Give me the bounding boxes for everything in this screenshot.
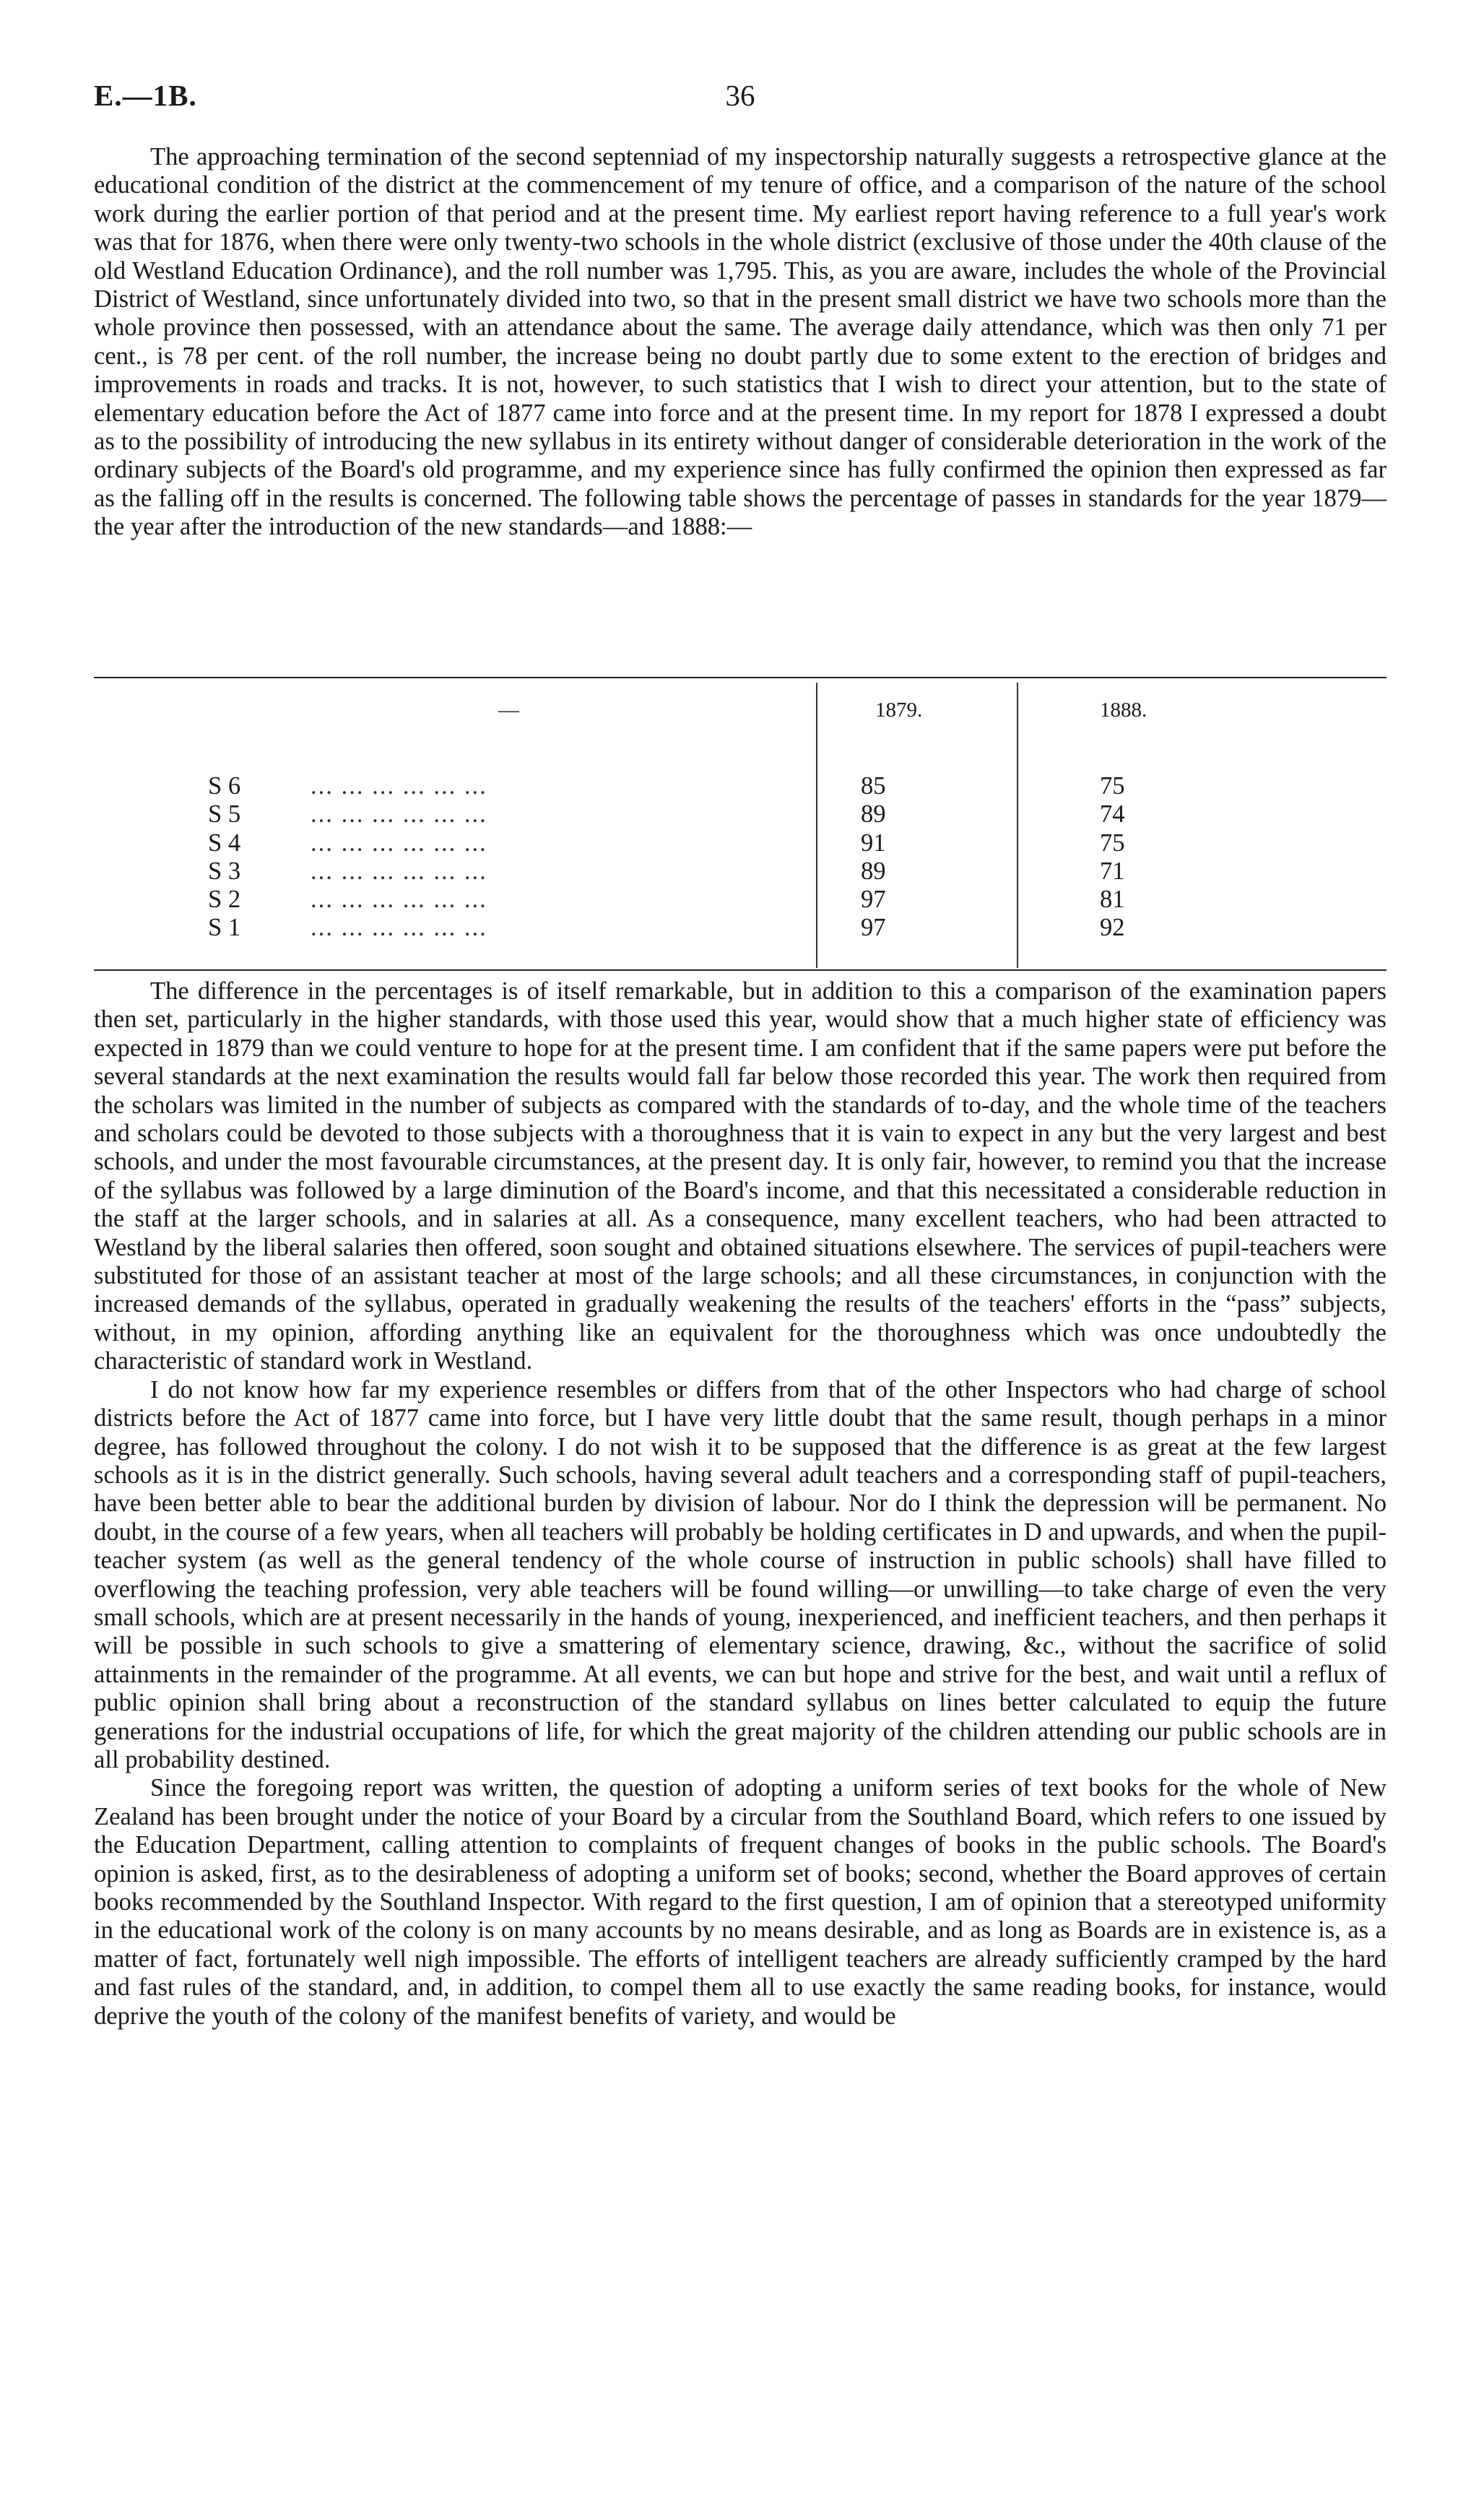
intro-text [94, 143, 1387, 542]
value-1879: 89 [861, 800, 886, 829]
paragraph: I do not know how far my experience resembles or differs from that of the other Inspectors who had charge of school districts before the Act of 1877 came into force, but I have very little doubt that the same result, though perhaps in a minor degree, has followed throughout the colony. I do not wish it to be supposed that the difference is as great at the few largest schools as it is in the district generally. Such schools, having several adult teachers and a corresponding staff of pupil-teachers, have been better able to bear the additional burden by division of labour. Nor do I think the depression will be permanent. No doubt, in the course of a few years, when all teachers will probably be holding certificates in D and upwards, and when the pupil-teacher system (as well as the general tendency of the whole course of instruction in public schools) shall have filled to overflowing the teaching profession, very able teachers will be found willing—or unwilling—to take charge of even the very small schools, which are at present necessarily in the hands of young, inexperienced, and inefficient teachers, and then perhaps it will be possible in such schools to give a smattering of elementary science, drawing, &c., without the sacrifice of solid attainments in the remainder of the programme. At all events, we can but hope and strive for the best, and wait until a reflux of public opinion shall bring about a reconstruction of the standard syllabus on lines better calculated to equip the future generations for the industrial occupations of life, for which the great majority of the children attending our public schools are in all probability destined. [94, 1375, 1387, 1773]
value-1888: 75 [1100, 829, 1125, 857]
standard-label: S 4 [208, 829, 241, 857]
column-header-1888: 1888. [1100, 699, 1147, 722]
paragraph: The difference in the percentages is of itself remarkable, but in addition to this a comparison of the examination papers then set, particularly in the higher standards, with those used this year, would show that a much higher state of efficiency was expected in 1879 than we could venture to hope for at the present time. I am confident that if the same papers were put before the several standards at the next examination the results would fall far below those recorded this year. The work then required from the scholars was limited in the number of subjects as compared with the standards of to-day, and the whole time of the teachers and scholars could be devoted to those subjects with a thoroughness that it is vain to expect in any but the very largest and best schools, and under the most favourable circumstances, at the present day. It is only fair, however, to remind you that the increase of the syllabus was followed by a large diminution of the Board's income, and that this necessitated a considerable reduction in the staff at the larger schools, and in salaries at all. As a consequence, many excellent teachers, who had been attracted to Westland by the liberal salaries then offered, soon sought and obtained situations elsewhere. The services of pupil-teachers were substituted for those of an assistant teacher at most of the large schools; and all these circumstances, in conjunction with the increased demands of the syllabus, operated in gradually weakening the results of the teachers' efforts in the “pass” subjects, without, in my opinion, affording anything like an equivalent for the thoroughness which was once undoubtedly the characteristic of standard work in Westland. [94, 977, 1387, 1375]
table-top-rule [94, 677, 1387, 678]
standard-label: S 6 [208, 772, 241, 800]
table-row [94, 800, 1387, 829]
table-row [94, 857, 1387, 886]
value-1879: 97 [861, 914, 886, 942]
standard-label: S 2 [208, 886, 241, 914]
table-row [94, 914, 1387, 942]
table-body [94, 772, 1387, 943]
value-1888: 75 [1100, 772, 1125, 800]
column-header-1879: 1879. [875, 699, 923, 722]
value-1879: 85 [861, 772, 886, 800]
dot-leader: ... ... ... ... ... ... [311, 800, 487, 829]
table-blank-header: — [498, 699, 519, 722]
document-reference: E.—1B. [94, 79, 197, 112]
paragraph: The approaching termination of the second septenniad of my inspectorship naturally suggests a retrospective glance at the educational condition of the district at the commencement of my tenure of office, and a comparison of the nature of the school work during the earlier portion of that period and at the present time. My earliest report having reference to a full year's work was that for 1876, when there were only twenty-two schools in the whole district (exclusive of those under the 40th clause of the old Westland Education Ordinance), and the roll number was 1,795. This, as you are aware, includes the whole of the Provincial District of Westland, since unfortunately divided into two, so that in the present small district we have two schools more than the whole province then possessed, with an attendance about the same. The average daily attendance, which was then only 71 per cent., is 78 per cent. of the roll number, the increase being no doubt partly due to some extent to the erection of bridges and improvements in roads and tracks. It is not, however, to such statistics that I wish to direct your attention, but to the state of elementary education before the Act of 1877 came into force and at the present time. In my report for 1878 I expressed a doubt as to the possibility of introducing the new syllabus in its entirety without danger of considerable deterioration in the work of the ordinary subjects of the Board's old programme, and my experience since has fully confirmed the opinion then expressed as far as the falling off in the results is concerned. The following table shows the percentage of passes in standards for the year 1879—the year after the introduction of the new standards—and 1888:— [94, 143, 1387, 541]
dot-leader: ... ... ... ... ... ... [311, 886, 487, 914]
dot-leader: ... ... ... ... ... ... [311, 857, 487, 885]
standard-label: S 5 [208, 800, 241, 829]
dot-leader: ... ... ... ... ... ... [311, 829, 487, 857]
standard-label: S 1 [208, 914, 241, 942]
value-1879: 89 [861, 857, 886, 885]
page-number: 36 [725, 79, 755, 112]
standard-label: S 3 [208, 857, 241, 885]
value-1888: 81 [1100, 886, 1125, 914]
passes-table [94, 677, 1387, 973]
value-1879: 97 [861, 886, 886, 914]
page-header [94, 78, 1387, 121]
dot-leader: ... ... ... ... ... ... [311, 772, 487, 800]
value-1888: 74 [1100, 800, 1125, 829]
value-1879: 91 [861, 829, 886, 857]
value-1888: 92 [1100, 914, 1125, 942]
table-row [94, 829, 1387, 857]
table-row [94, 886, 1387, 914]
table-row [94, 772, 1387, 800]
table-bottom-rule [94, 969, 1387, 971]
body-text [94, 977, 1387, 2031]
value-1888: 71 [1100, 857, 1125, 885]
paragraph: Since the foregoing report was written, the question of adopting a uniform series of text books for the whole of New Zealand has been brought under the notice of your Board by a circular from the Southland Board, which refers to one issued by the Education Department, calling attention to complaints of frequent changes of books in the public schools. The Board's opinion is asked, first, as to the desirableness of adopting a uniform set of books; second, whether the Board approves of certain books recommended by the Southland Inspector. With regard to the first question, I am of opinion that a stereotyped uniformity in the educational work of the colony is on many accounts by no means desirable, and as long as Boards are in existence is, as a matter of fact, fortunately well nigh impossible. The efforts of intelligent teachers are already sufficiently cramped by the hard and fast rules of the standard, and, in addition, to compel them all to use exactly the same reading books, for instance, would deprive the youth of the colony of the manifest benefits of variety, and would be [94, 1774, 1387, 2030]
dot-leader: ... ... ... ... ... ... [311, 914, 487, 942]
